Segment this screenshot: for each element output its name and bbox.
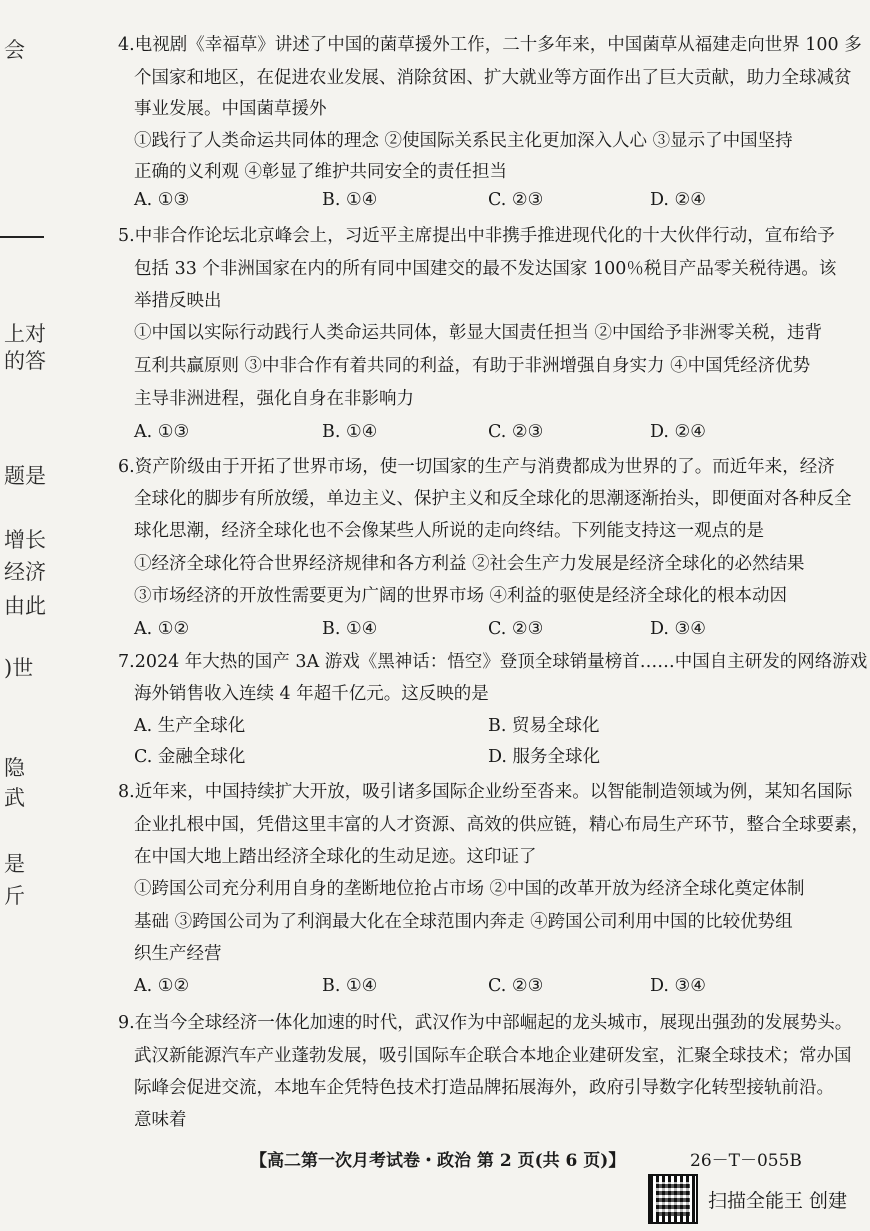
question-8-line: 企业扎根中国，凭借这里丰富的人才资源、高效的供应链，精心布局生产环节，整合全球要素， [134,815,869,835]
margin-fragment: 会 [4,38,25,62]
margin-fragment: 题是 [4,464,46,488]
question-7-line: 海外销售收入连续 4 年超千亿元。这反映的是 [134,684,489,704]
question-6-option[interactable]: A. ①② [134,619,190,639]
question-7-option[interactable]: A. 生产全球化 [134,716,246,736]
exam-code: 26－T－055B [690,1151,802,1171]
question-5-option[interactable]: A. ①③ [134,422,190,442]
scanner-watermark [648,1174,847,1224]
margin-fragment: 斤 [4,884,25,908]
question-4-option[interactable]: B. ①④ [322,190,378,210]
question-6-line: ①经济全球化符合世界经济规律和各方利益 ②社会生产力发展是经济全球化的必然结果 [134,554,805,574]
question-8-option[interactable]: B. ①④ [322,976,378,996]
margin-fragment: 武 [4,786,25,810]
question-6-line: ③市场经济的开放性需要更为广阔的世界市场 ④利益的驱使是经济全球化的根本动因 [134,586,788,606]
question-4-line: 4.电视剧《幸福草》讲述了中国的菌草援外工作，二十多年来，中国菌草从福建走向世界 100 多 [118,35,862,55]
question-8-option[interactable]: C. ②③ [488,976,544,996]
question-4-option[interactable]: A. ①③ [134,190,190,210]
question-4-option[interactable]: D. ②④ [650,190,706,210]
question-6-option[interactable]: D. ③④ [650,619,706,639]
margin-fragment: 上对 [4,322,46,346]
question-8-line: ①跨国公司充分利用自身的垄断地位抢占市场 ②中国的改革开放为经济全球化奠定体制 [134,879,805,899]
question-7-line: 7.2024 年大热的国产 3A 游戏《黑神话：悟空》登顶全球销量榜首……中国自主研发的网络游戏 [118,652,868,672]
question-9-line: 际峰会促进交流，本地车企凭特色技术打造品牌拓展海外，政府引导数字化转型接轨前沿。 [134,1078,834,1098]
question-8-line: 8.近年来，中国持续扩大开放，吸引诸多国际企业纷至沓来。以智能制造领域为例，某知名国际 [118,782,853,802]
question-6-line: 球化思潮，经济全球化也不会像某些人所说的走向终结。下列能支持这一观点的是 [134,521,764,541]
margin-fragment: 由此 [4,594,46,618]
margin-fragment: )世 [4,656,34,680]
margin-fragment: 隐 [4,756,25,780]
question-4-option[interactable]: C. ②③ [488,190,544,210]
qr-code-icon [648,1174,698,1224]
margin-rule [0,236,44,238]
question-8-line: 织生产经营 [134,944,222,964]
question-6-line: 6.资产阶级由于开拓了世界市场，使一切国家的生产与消费都成为世界的了。而近年来，经济 [118,457,835,477]
margin-fragment: 的答 [4,349,46,373]
page-footer: 【高二第一次月考试卷・政治 第 2 页(共 6 页)】 [250,1151,626,1171]
question-5-line: 互利共赢原则 ③中非合作有着共同的利益，有助于非洲增强自身实力 ④中国凭经济优势 [134,356,811,376]
scanner-label: 扫描全能王 创建 [708,1189,848,1212]
question-5-option[interactable]: D. ②④ [650,422,706,442]
question-5-line: 主导非洲进程，强化自身在非影响力 [134,389,414,409]
question-7-option[interactable]: B. 贸易全球化 [488,716,600,736]
question-4-line: 正确的义利观 ④彰显了维护共同安全的责任担当 [134,162,508,182]
question-5-line: ①中国以实际行动践行人类命运共同体，彰显大国责任担当 ②中国给予非洲零关税，违背 [134,323,823,343]
margin-fragment: 增长 [4,528,46,552]
question-5-option[interactable]: C. ②③ [488,422,544,442]
margin-fragment: 是 [4,852,25,876]
question-6-option[interactable]: C. ②③ [488,619,544,639]
question-8-line: 基础 ③跨国公司为了利润最大化在全球范围内奔走 ④跨国公司利用中国的比较优势组 [134,912,793,932]
question-9-line: 意味着 [134,1110,187,1130]
question-5-line: 5.中非合作论坛北京峰会上，习近平主席提出中非携手推进现代化的十大伙伴行动，宣布给予 [118,226,835,246]
margin-fragment: 经济 [4,560,46,584]
question-5-line: 包括 33 个非洲国家在内的所有同中国建交的最不发达国家 100％税目产品零关税待遇。该 [134,259,837,279]
question-5-option[interactable]: B. ①④ [322,422,378,442]
question-4-line: ①践行了人类命运共同体的理念 ②使国际关系民主化更加深入人心 ③显示了中国坚持 [134,131,793,151]
question-9-line: 9.在当今全球经济一体化加速的时代，武汉作为中部崛起的龙头城市，展现出强劲的发展势头。 [118,1013,853,1033]
question-9-line: 武汉新能源汽车产业蓬勃发展，吸引国际车企联合本地企业建研发室，汇聚全球技术；常办国 [134,1046,852,1066]
question-6-option[interactable]: B. ①④ [322,619,378,639]
question-8-line: 在中国大地上踏出经济全球化的生动足迹。这印证了 [134,847,537,867]
question-7-option[interactable]: C. 金融全球化 [134,747,246,767]
question-8-option[interactable]: D. ③④ [650,976,706,996]
question-7-option[interactable]: D. 服务全球化 [488,747,601,767]
question-5-line: 举措反映出 [134,291,222,311]
question-4-line: 个国家和地区，在促进农业发展、消除贫困、扩大就业等方面作出了巨大贡献，助力全球减贫 [134,68,852,88]
question-8-option[interactable]: A. ①② [134,976,190,996]
question-6-line: 全球化的脚步有所放缓，单边主义、保护主义和反全球化的思潮逐渐抬头，即便面对各种反全 [134,489,852,509]
question-4-line: 事业发展。中国菌草援外 [134,99,327,119]
